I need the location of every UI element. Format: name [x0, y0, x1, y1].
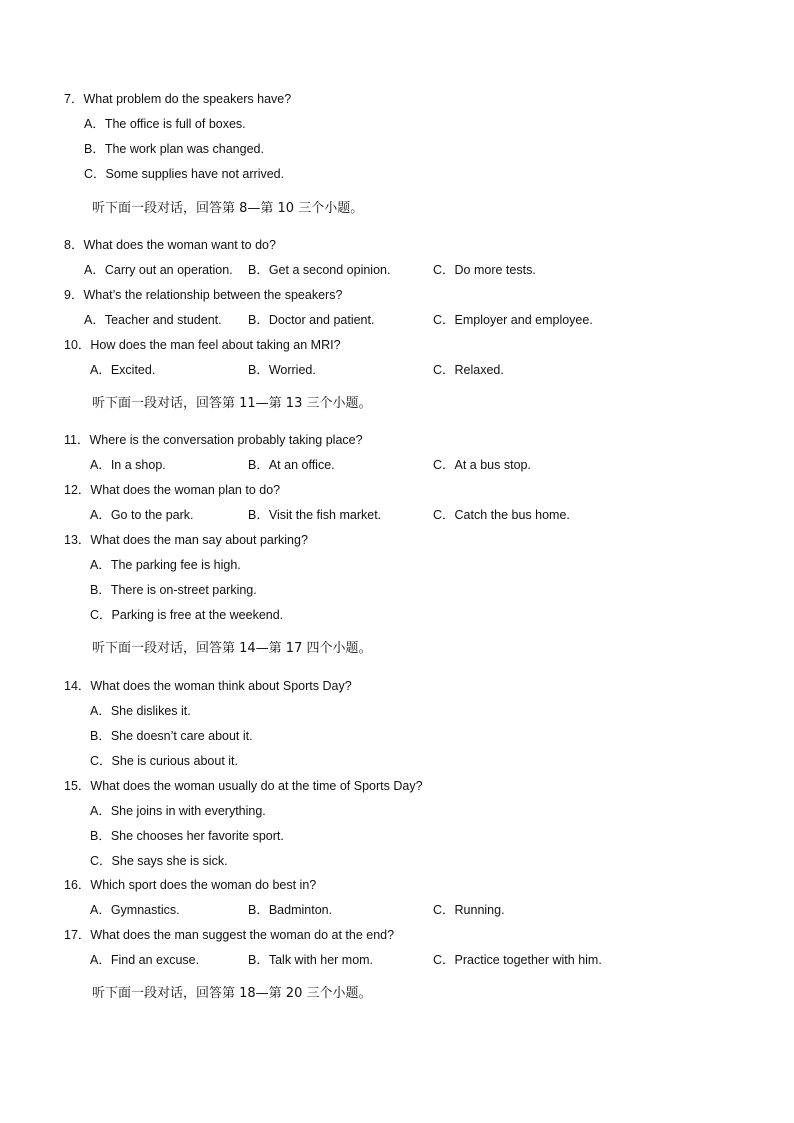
question-14: 14．What does the woman think about Sports Day? — [64, 679, 352, 693]
q8-option-b: B．Get a second opinion. — [248, 263, 391, 277]
question-9: 9．What’s the relationship between the speakers? — [64, 288, 343, 302]
q11-option-c: C．At a bus stop. — [433, 458, 531, 472]
q12-option-a: A．Go to the park. — [90, 508, 194, 522]
q16-options-row — [90, 902, 740, 918]
q14-option-a: A．She dislikes it. — [90, 704, 191, 718]
question-7: 7．What problem do the speakers have? — [64, 92, 292, 106]
q10-option-b: B．Worried. — [248, 363, 316, 377]
q13-option-b: B．There is on-street parking. — [90, 583, 257, 597]
q13-option-a: A．The parking fee is high. — [90, 558, 241, 572]
question-12: 12．What does the woman plan to do? — [64, 483, 281, 497]
section-instruction-8-10: 听下面一段对话，回答第 8—第 10 三个小题。 — [92, 201, 364, 216]
q8-options-row — [84, 262, 734, 278]
q8-option-a: A．Carry out an operation. — [84, 263, 233, 277]
q17-option-c: C．Practice together with him. — [433, 953, 602, 967]
q7-option-c: C．Some supplies have not arrived. — [84, 167, 285, 181]
question-16: 16．Which sport does the woman do best in? — [64, 878, 317, 892]
question-13: 13．What does the man say about parking? — [64, 533, 308, 547]
q14-option-b: B．She doesn’t care about it. — [90, 729, 253, 743]
question-10: 10．How does the man feel about taking an MRI? — [64, 338, 341, 352]
q15-option-c: C．She says she is sick. — [90, 854, 228, 868]
q9-option-a: A．Teacher and student. — [84, 313, 222, 327]
q16-option-a: A．Gymnastics. — [90, 903, 180, 917]
q11-option-b: B．At an office. — [248, 458, 335, 472]
q16-option-c: C．Running. — [433, 903, 505, 917]
section-instruction-14-17: 听下面一段对话，回答第 14—第 17 四个小题。 — [92, 641, 372, 656]
q11-options-row — [90, 457, 740, 473]
section-instruction-11-13: 听下面一段对话，回答第 11—第 13 三个小题。 — [92, 396, 372, 411]
question-17: 17．What does the man suggest the woman do at the end? — [64, 928, 395, 942]
q15-option-a: A．She joins in with everything. — [90, 804, 266, 818]
q10-options-row — [90, 362, 740, 378]
q10-option-a: A．Excited. — [90, 363, 156, 377]
question-8: 8．What does the woman want to do? — [64, 238, 276, 252]
section-instruction-18-20: 听下面一段对话，回答第 18—第 20 三个小题。 — [92, 986, 372, 1001]
question-11: 11．Where is the conversation probably taking place? — [64, 433, 363, 447]
q12-option-b: B．Visit the fish market. — [248, 508, 382, 522]
q16-option-b: B．Badminton. — [248, 903, 333, 917]
q9-option-c: C．Employer and employee. — [433, 313, 593, 327]
q10-option-c: C．Relaxed. — [433, 363, 504, 377]
q7-option-a: A．The office is full of boxes. — [84, 117, 246, 131]
q9-options-row — [84, 312, 734, 328]
q17-option-a: A．Find an excuse. — [90, 953, 200, 967]
q12-options-row — [90, 507, 740, 523]
question-15: 15．What does the woman usually do at the time of Sports Day? — [64, 779, 423, 793]
q17-option-b: B．Talk with her mom. — [248, 953, 374, 967]
q15-option-b: B．She chooses her favorite sport. — [90, 829, 284, 843]
q8-option-c: C．Do more tests. — [433, 263, 536, 277]
q14-option-c: C．She is curious about it. — [90, 754, 238, 768]
q11-option-a: A．In a shop. — [90, 458, 166, 472]
q7-option-b: B．The work plan was changed. — [84, 142, 264, 156]
q17-options-row — [90, 952, 740, 968]
q13-option-c: C．Parking is free at the weekend. — [90, 608, 284, 622]
q12-option-c: C．Catch the bus home. — [433, 508, 570, 522]
q9-option-b: B．Doctor and patient. — [248, 313, 375, 327]
